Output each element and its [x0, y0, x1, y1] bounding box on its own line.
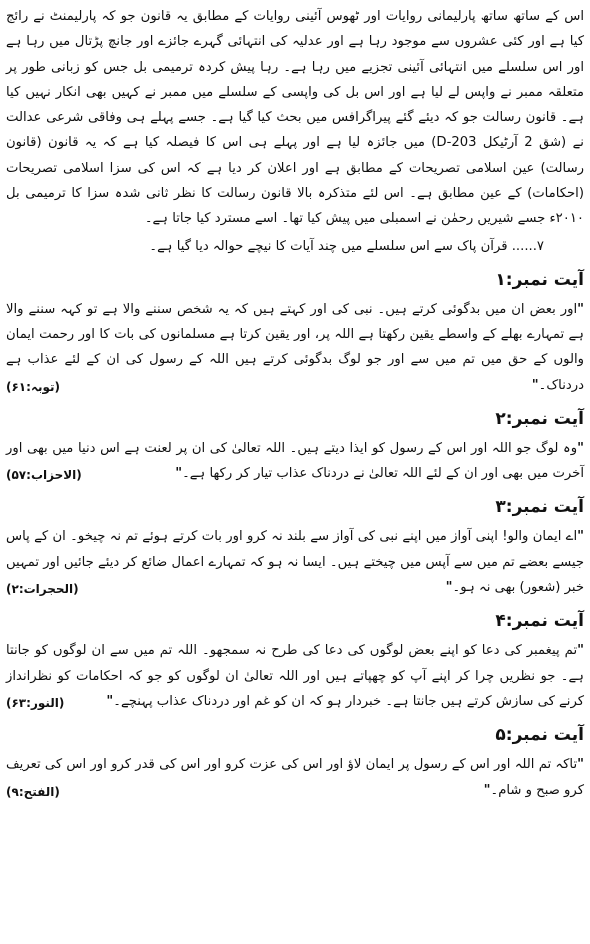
verse-text: تم پیغمبر کی دعا کو اپنے بعض لوگوں کی دعا کی طرح نہ سمجھو۔ اللہ تم میں سے ان لوگوں کو جانتا ہے۔ جو نظریں چرا کر اپنے آپ کو چھپاتے ہیں اور اللہ تعالیٰ ان لوگوں کو جو کہ احکامات کو نظرانداز کرنے کی سازش کرتے ہیں جانتا ہے۔ خبردار ہو کہ ان کو غم اور دردناک عذاب پہنچے۔ — [6, 643, 584, 709]
close-quote: " — [175, 466, 183, 482]
verse-reference: (النور:۶۳) — [6, 695, 65, 710]
verse-heading: آیت نمبر:۵ — [495, 725, 584, 746]
verse-heading: آیت نمبر:۳ — [495, 497, 584, 518]
intro-paragraph: اس کے ساتھ ساتھ پارلیمانی روایات اور ٹھوس آئینی روایات کے مطابق یہ قانون جو کہ پارلیمنٹ نے رائج کیا ہے اور کئی عشروں سے موجود رہا ہے اور عدلیہ کی انتہائی گہرے جائزے اور جانچ پڑتال میں رہا ہے اور اس سلسلے میں انتہائی آئینی تجزیے میں رہا ہے۔ رہا پیش کردہ ترمیمی بل جس کو زبانی طور پر متعلقہ ممبر نے واپس لے لیا ہے اور اس بل کی واپسی کے سلسلے میں ممبر نے کہیں بھی انکار نہیں کیا ہے۔ قانون رسالت جو کہ دیئے گئے پیراگرافس میں بحث کیا گیا ہے۔ جسے پہلے ہی وفاقی شرعی عدالت نے (شق 2 آرٹیکل 203-D) میں جائزہ لیا ہے اور پہلے ہی اس کا فیصلہ کیا ہے کہ یہ قانون (قانون رسالت) عین اسلامی تصریحات کے مطابق ہے اور اعلان کر دیا ہے کہ اس کی سزا اسلامی تصریحات (احکامات) کے عین مطابق ہے۔ اس لئے متذکرہ بالا قانون رسالت کا نظر ثانی شدہ سزا کا ترمیمی بل ۲۰۱۰ء جسے شیریں رحمٰن نے اسمبلی میں پیش کیا تھا۔ اسے مسترد کیا جاتا ہے۔ — [6, 9, 584, 227]
open-quote: " — [577, 643, 584, 659]
open-quote: " — [577, 757, 584, 773]
verse-reference: (الحجرات:۲) — [6, 582, 79, 597]
verse-text: وہ لوگ جو اللہ اور اس کے رسول کو ایذا دیتے ہیں۔ اللہ تعالیٰ کی ان پر لعنت ہے اس دنیا میں بھی اور آخرت میں بھی اور ان کے لئے اللہ تعالیٰ نے دردناک عذاب تیار کر رکھا ہے۔ — [6, 440, 584, 482]
verse-reference: (الاحزاب:۵۷) — [6, 468, 82, 483]
verse-heading: آیت نمبر:۱ — [495, 269, 584, 290]
verse-text-block — [6, 524, 584, 600]
verse-text: اور بعض ان میں بدگوئی کرتے ہیں۔ نبی کی اور کہتے ہیں کہ یہ شخص سننے والا ہے تو کہہ سننے والا ہے تمہارے بھلے کے واسطے یقین رکھتا ہے اللہ پر، اور یقین کرتا ہے مسلمانوں کی بات کا اور رحمت ایمان والوں کے حق میں تم میں سے اور جو لوگ بدگوئی کرتے ہیں اللہ کے رسول کی ان کے لئے عذاب ہے دردناک۔ — [6, 301, 584, 393]
verse-block-5 — [6, 722, 584, 803]
verse-block-3 — [6, 494, 584, 600]
verse-text-block — [6, 752, 584, 803]
verse-block-4 — [6, 608, 584, 714]
verse-text-block — [6, 436, 584, 487]
close-quote: " — [483, 782, 491, 798]
open-quote: " — [577, 440, 584, 456]
open-quote: " — [577, 301, 584, 317]
verse-text-block — [6, 297, 584, 398]
verse-heading: آیت نمبر:۲ — [495, 408, 584, 429]
close-quote: " — [445, 580, 453, 596]
verse-reference: (توبہ:۶۱) — [6, 379, 60, 394]
close-quote: " — [106, 693, 114, 709]
verse-text: تاکہ تم اللہ اور اس کے رسول پر ایمان لاؤ اور اس کی عزت کرو اور اس کی قدر کرو اور اس کی تعریف کرو صبح و شام۔ — [6, 757, 584, 798]
verse-text-block — [6, 638, 584, 714]
open-quote: " — [577, 529, 584, 545]
note-line: ۷...... قرآن پاک سے اس سلسلے میں چند آیات کا نیچے حوالہ دیا گیا ہے۔ — [149, 238, 544, 254]
verse-block-2 — [6, 406, 584, 487]
verse-block-1 — [6, 267, 584, 398]
document-page — [6, 4, 584, 805]
close-quote: " — [531, 377, 539, 393]
verse-text: اے ایمان والو! اپنی آواز میں اپنے نبی کی آواز سے بلند نہ کرو اور بات کرتے ہوئے تم نہ چیخو۔ ان کے پاس جیسے بعضے تم میں سے آپس میں چیختے ہیں۔ ایسا نہ ہو کہ تمہارے اعمال ضائع کر دیئے جائیں اور تمہیں خبر (شعور) بھی نہ ہو۔ — [6, 529, 584, 596]
verse-heading: آیت نمبر:۴ — [495, 611, 584, 632]
verse-reference: (الفتح:۹) — [6, 784, 60, 799]
